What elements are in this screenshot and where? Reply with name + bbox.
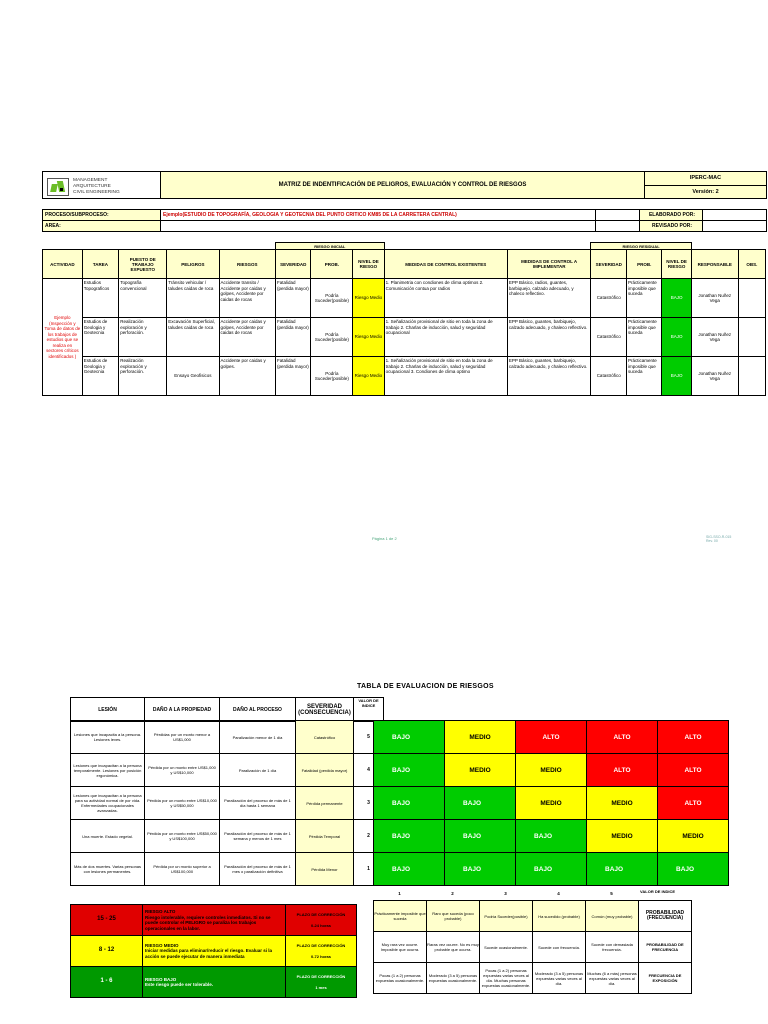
- col-actividad: ACTIVIDAD: [43, 250, 83, 279]
- severidad-cell: Fatalidad (perdida mayor): [275, 318, 311, 357]
- probability-cell: Ha sucedido (probable): [533, 901, 586, 932]
- prob-cell: Podría Suceder(posible): [311, 279, 353, 318]
- propiedad-cell: Pérdida por un monto entre US$1,000 y US$10,000: [145, 754, 220, 787]
- tarea-cell: Estudios de Geologia y Geotecnia: [82, 357, 119, 396]
- indice-cell: 5: [354, 721, 384, 754]
- table-row: [71, 754, 384, 787]
- legend-plazo-value: 0-24 horas: [310, 923, 331, 928]
- sev-res-cell: Catastrófico: [591, 357, 627, 396]
- probability-cell: Pocas (1 a 2) personas expuestas varias veces al día. Muchas personas expuestas ocasionalmente.: [480, 963, 533, 994]
- col-obs: OBS.: [738, 250, 765, 279]
- riesgos-cell: Accidente por caidas y golpes, Accidente por caidas de rocas: [219, 318, 275, 357]
- legend-text: Este riesgo puede ser tolerable.: [145, 982, 214, 987]
- risk-grid-row: [374, 820, 729, 853]
- evaluation-title: TABLA DE EVALUACION DE RIESGOS: [357, 683, 494, 690]
- revisado-value: [703, 221, 767, 232]
- severidad-cell: Pérdida permanente: [296, 787, 354, 820]
- col-proceso: DAÑO AL PROCESO: [220, 698, 296, 722]
- legend-row: [71, 905, 357, 936]
- logo-icon: [47, 178, 69, 196]
- probability-cell: Moderado (3 a 5) personas expuestas ocasionalmente.: [427, 963, 480, 994]
- risk-level-cell: BAJO: [374, 787, 445, 820]
- propiedad-cell: Pérdida por un monto entre US$10,000 y US$50,000: [145, 787, 220, 820]
- legend-text: Riesgo intolerable, requiere controles inmediatos. Si no se puede controlar el PELIGRO se paraliza los trabajos operacionales en la labor.: [145, 914, 271, 931]
- probability-cell: Sucede ocasionalmente.: [480, 932, 533, 963]
- col-severidad: SEVERIDAD: [275, 250, 311, 279]
- risk-grid-row: [374, 721, 729, 754]
- proceso-label: PROCESO/SUBPROCESO:: [43, 210, 161, 221]
- probability-cell: Raras vez ocurre. No es muy probable que ocurra.: [427, 932, 480, 963]
- risk-level-cell: ALTO: [587, 721, 658, 754]
- lesion-cell: Lesiones que incapacita a la persona. Lesiones leves.: [71, 721, 145, 754]
- probability-cell: Podría Suceder(posible): [480, 901, 533, 932]
- probability-row: [374, 963, 692, 994]
- risk-level-cell: ALTO: [516, 721, 587, 754]
- group-riesgo-inicial: RIESGO INICIAL: [275, 243, 384, 250]
- propiedad-cell: Pérdidas por un monto menor a US$1,000: [145, 721, 220, 754]
- probability-numbers: [373, 887, 638, 899]
- tarea-cell: Estudios Topograficos: [82, 279, 119, 318]
- col-prob: PROB.: [311, 250, 353, 279]
- risk-level-cell: BAJO: [516, 820, 587, 853]
- logo-text: MANAGEMENT ARQUITECTURE CIVIL ENGINEERING: [73, 177, 120, 195]
- responsable-cell: Jonathan Nuñez Vega: [691, 318, 738, 357]
- legend-range: 15 - 25: [71, 905, 143, 936]
- legend-range: 8 - 12: [71, 936, 143, 967]
- tarea-cell: Estudios de Geologia y Geotecnia: [82, 318, 119, 357]
- legend-text: Iniciar medidas para eliminar/reducir el riesgo. Evaluar si la acción se puede ejecutar de manera inmediata: [145, 948, 273, 959]
- revisado-label: REVISADO POR:: [640, 221, 703, 232]
- probability-cell: Común (muy probable): [586, 901, 639, 932]
- col-nivel-residual: NIVEL DE RIESGO: [662, 250, 691, 279]
- riesgos-cell: Accidente transito / Accidente por caidas y golpes, Accidente por caidas de rocas: [219, 279, 275, 318]
- prob-number: 3: [504, 890, 507, 896]
- document-header: [42, 171, 767, 199]
- risk-level-cell: BAJO: [658, 853, 729, 886]
- table-row: [71, 721, 384, 754]
- area-label: AREA:: [43, 221, 161, 232]
- legend-plazo: [286, 936, 357, 967]
- actividad-cell: Ejemplo (Inspección y Toma de datos de los trabajos de estudios que se realiza en sectores críticos identificados ): [43, 279, 83, 396]
- risk-level-cell: MEDIO: [658, 820, 729, 853]
- col-prob-residual: PROB.: [626, 250, 662, 279]
- col-propiedad: DAÑO A LA PROPIEDAD: [145, 698, 220, 722]
- proceso-blank: [596, 210, 640, 221]
- nivel-cell: Riesgo Medio: [353, 318, 384, 357]
- col-severidad-residual: SEVERIDAD: [591, 250, 627, 279]
- risk-grid-row: [374, 754, 729, 787]
- severidad-cell: Fatalidad (perdida mayor): [296, 754, 354, 787]
- legend-range: 1 - 6: [71, 967, 143, 998]
- indice-cell: 1: [354, 853, 384, 886]
- riesgos-cell: Accidente por caidas y golpes.: [219, 357, 275, 396]
- legend-description: [143, 905, 286, 936]
- prob-res-cell: Prácticamente imposible que suceda: [626, 318, 662, 357]
- probability-cell: Pocas (1 a 2) personas expuestas ocasionalmente.: [374, 963, 427, 994]
- risk-level-cell: MEDIO: [587, 787, 658, 820]
- indice-cell: 4: [354, 754, 384, 787]
- col-valor-indice: VALOR DE INDICE: [354, 698, 384, 722]
- col-severidad-consecuencia: SEVERIDAD (CONSECUENCIA): [296, 698, 354, 722]
- probability-row: [374, 932, 692, 963]
- proceso-cell: Paralización del proceso de más de 1 mes o paralización definitiva: [220, 853, 296, 886]
- legend-plazo-value: 1 mes: [315, 985, 327, 990]
- legend-row: [71, 936, 357, 967]
- implementar-cell: EPP Básico, radios, guantes, barbiquejo, calzado adecuado, y chaleco reflectivo.: [507, 279, 591, 318]
- probability-cell: Muy rara vez ocurre. Imposible que ocurra.: [374, 932, 427, 963]
- nivel-res-cell: BAJO: [662, 318, 691, 357]
- risk-grid-row: [374, 787, 729, 820]
- col-riesgos: RIESGOS: [219, 250, 275, 279]
- col-responsable: RESPONSABLE: [691, 250, 738, 279]
- document-title: MATRIZ DE INDENTIFICACIÓN DE PELIGROS, EVALUACIÓN Y CONTROL DE RIESGOS: [161, 172, 645, 199]
- risk-grid-row: [374, 853, 729, 886]
- proceso-cell: Paralización del proceso de más de 1 semana y menos de 1 mes: [220, 820, 296, 853]
- probability-cell: Prácticamente imposible que suceda: [374, 901, 427, 932]
- risk-level-cell: MEDIO: [587, 820, 658, 853]
- prob-cell: Podría Suceder(posible): [311, 357, 353, 396]
- table-row: [43, 318, 766, 357]
- severidad-cell: Pérdida Menor: [296, 853, 354, 886]
- nivel-cell: Riesgo Medio: [353, 279, 384, 318]
- probability-label: PROBABILIDAD (FRECUENCIA): [639, 901, 692, 932]
- responsable-cell: Jonathan Nuñez Vega: [691, 279, 738, 318]
- iperc-matrix: [42, 242, 766, 396]
- lesion-cell: Lesiones que incapacitan a la persona temporalmente. Lesiones por posición ergonómica.: [71, 754, 145, 787]
- risk-level-cell: ALTO: [658, 721, 729, 754]
- puesto-cell: Realización exploración y perforación.: [119, 318, 167, 357]
- severity-table: [70, 720, 384, 886]
- risk-level-cell: ALTO: [658, 754, 729, 787]
- process-info: [42, 209, 767, 232]
- matrix-header-row: [43, 250, 766, 279]
- severidad-cell: Pérdida Temporal: [296, 820, 354, 853]
- table-row: [43, 279, 766, 318]
- existentes-cell: 1. Planimetria con condiones de clima optimos 2. Comunicación contua por radios: [384, 279, 507, 318]
- risk-level-cell: ALTO: [587, 754, 658, 787]
- col-lesion: LESIÓN: [71, 698, 145, 722]
- peligros-cell: Excavación Superficial, taludes caidas de roca: [167, 318, 219, 357]
- risk-level-cell: BAJO: [516, 853, 587, 886]
- probability-cell: Moderado (3 a 5) personas expuestas varias veces al día.: [533, 963, 586, 994]
- area-value: [161, 221, 596, 232]
- nivel-cell: Riesgo Medio: [353, 357, 384, 396]
- probability-cell: Muchas (6 a más) personas expuestas varias veces al día.: [586, 963, 639, 994]
- risk-legend: [70, 904, 357, 998]
- risk-level-cell: MEDIO: [445, 721, 516, 754]
- severidad-cell: Fatalidad (perdida mayor): [275, 279, 311, 318]
- valor-indice-label: VALOR DE INDICE: [640, 889, 676, 894]
- col-medidas-implementar: MEDIDAS DE CONTROL A IMPLEMENTAR: [507, 250, 591, 279]
- probability-label: FRECUENCIA DE EXPOSICIÓN: [639, 963, 692, 994]
- legend-plazo-label: PLAZO DE CORRECCIÓN: [296, 911, 346, 917]
- col-medidas-existentes: MEDIDAS DE CONTROL EXISTENTES: [384, 250, 507, 279]
- probability-row: [374, 901, 692, 932]
- elaborado-label: ELABORADO POR:: [640, 210, 703, 221]
- legend-description: [143, 936, 286, 967]
- legend-description: [143, 967, 286, 998]
- group-riesgo-residual: RIESGO RESIDUAL: [591, 243, 691, 250]
- legend-title: RIESGO ALTO: [145, 909, 176, 914]
- probability-cell: Sucede con demasiada frecuencia.: [586, 932, 639, 963]
- severidad-cell: Fatalidad (perdida mayor): [275, 357, 311, 396]
- obs-cell: [738, 279, 765, 318]
- existentes-cell: 1. Señalización provisional de sitio en toda la zona de trabajo 2. Charlas de inducción, salud y seguridad ocupacional: [384, 318, 507, 357]
- responsable-cell: Jonathan Nuñez Vega: [691, 357, 738, 396]
- peligros-cell: Ensayo Geofisicos: [167, 357, 219, 396]
- implementar-cell: EPP Básico, guantes, barbiquejo, calzado adecuado, y chaleco reflectivo.: [507, 357, 591, 396]
- risk-level-cell: BAJO: [374, 820, 445, 853]
- legend-plazo-value: 0-72 horas: [310, 954, 331, 959]
- risk-level-cell: BAJO: [445, 820, 516, 853]
- existentes-cell: 1. Señalización provisional de sitio en toda la zona de trabajo 2. Charlas de inducción, salud y seguridad ocupacional 3. Condiones de clima optimo: [384, 357, 507, 396]
- legend-row: [71, 967, 357, 998]
- legend-plazo-label: PLAZO DE CORRECCIÓN: [296, 973, 346, 979]
- legend-title: RIESGO MEDIO: [145, 942, 179, 948]
- legend-title: RIESGO BAJO: [145, 976, 177, 982]
- indice-cell: 2: [354, 820, 384, 853]
- lesion-cell: Más de dos muertes. Varias personas con lesiones permanentes.: [71, 853, 145, 886]
- proceso-value: Ejemplo(ESTUDIO DE TOPOGRAFÍA, GEOLOGIA Y GEOTECNIA DEL PUNTO CRITICO KM85 DE LA CARRETERA CENTRAL): [161, 210, 596, 221]
- page-number: Página 1 de 2: [372, 536, 397, 541]
- obs-cell: [738, 318, 765, 357]
- prob-res-cell: Prácticamente imposible que suceda: [626, 357, 662, 396]
- col-peligros: PELIGROS: [167, 250, 219, 279]
- sev-res-cell: Catastrófico: [591, 318, 627, 357]
- page-code: SIG-SSO-R-015 Rev. 00: [706, 535, 732, 543]
- risk-level-cell: ALTO: [658, 787, 729, 820]
- proceso-cell: Paralización de 1 día: [220, 754, 296, 787]
- document-version: Versión: 2: [645, 185, 767, 199]
- puesto-cell: Topografía convencional: [119, 279, 167, 318]
- sev-res-cell: Catastrófico: [591, 279, 627, 318]
- proceso-cell: Paralización menor de 1 día: [220, 721, 296, 754]
- risk-level-cell: BAJO: [445, 853, 516, 886]
- risk-level-cell: BAJO: [374, 853, 445, 886]
- risk-level-cell: MEDIO: [445, 754, 516, 787]
- prob-number: 5: [610, 890, 613, 896]
- prob-res-cell: Prácticamente imposible que suceda: [626, 279, 662, 318]
- nivel-res-cell: BAJO: [662, 279, 691, 318]
- obs-cell: [738, 357, 765, 396]
- risk-level-cell: MEDIO: [516, 754, 587, 787]
- legend-plazo: [286, 905, 357, 936]
- col-puesto: PUESTO DE TRABAJO EXPUESTO: [119, 250, 167, 279]
- severidad-cell: Catastrófico: [296, 721, 354, 754]
- risk-grid: [373, 720, 729, 886]
- document-code: IPERC-MAC: [645, 172, 767, 186]
- risk-level-cell: MEDIO: [516, 787, 587, 820]
- table-row: [71, 853, 384, 886]
- table-row: [71, 820, 384, 853]
- prob-cell: Podría Suceder(posible): [311, 318, 353, 357]
- col-nivel: NIVEL DE RIESGO: [353, 250, 384, 279]
- peligros-cell: Tránsito vehicular / taludes caidas de roca: [167, 279, 219, 318]
- prob-number: 4: [557, 890, 560, 896]
- prob-number: 1: [398, 890, 401, 896]
- risk-level-cell: BAJO: [374, 754, 445, 787]
- indice-cell: 3: [354, 787, 384, 820]
- lesion-cell: Una muerte. Estado vegetal.: [71, 820, 145, 853]
- table-row: [71, 787, 384, 820]
- risk-level-cell: BAJO: [374, 721, 445, 754]
- propiedad-cell: Pérdida por un monto entre US$50,000 y US$100,000: [145, 820, 220, 853]
- puesto-cell: Realización exploración y perforación.: [119, 357, 167, 396]
- lesion-cell: Lesiones que incapacitan a la persona para su actividad normal de por vida. Enfermedades ocupacionales avanzadas.: [71, 787, 145, 820]
- col-tarea: TAREA: [82, 250, 119, 279]
- risk-level-cell: BAJO: [445, 787, 516, 820]
- nivel-res-cell: BAJO: [662, 357, 691, 396]
- probability-table: [373, 900, 692, 994]
- propiedad-cell: Pérdida por un monto superior a US$100,000: [145, 853, 220, 886]
- legend-plazo-label: PLAZO DE CORRECCIÓN: [296, 942, 346, 948]
- evaluation-header: [70, 697, 384, 722]
- table-row: [43, 357, 766, 396]
- company-logo: [43, 172, 161, 199]
- probability-cell: Sucede con frecuencia.: [533, 932, 586, 963]
- elaborado-value: [703, 210, 767, 221]
- probability-label: PROBABILIDAD DE FRECUENCIA: [639, 932, 692, 963]
- risk-level-cell: BAJO: [587, 853, 658, 886]
- prob-number: 2: [451, 890, 454, 896]
- legend-plazo: [286, 967, 357, 998]
- implementar-cell: EPP Básico, guantes, barbiquejo, calzado adecuado, y chaleco reflectivo.: [507, 318, 591, 357]
- probability-cell: Raro que suceda (poco probable): [427, 901, 480, 932]
- area-blank: [596, 221, 640, 232]
- proceso-cell: Paralización del proceso de más de 1 día hasta 1 semana: [220, 787, 296, 820]
